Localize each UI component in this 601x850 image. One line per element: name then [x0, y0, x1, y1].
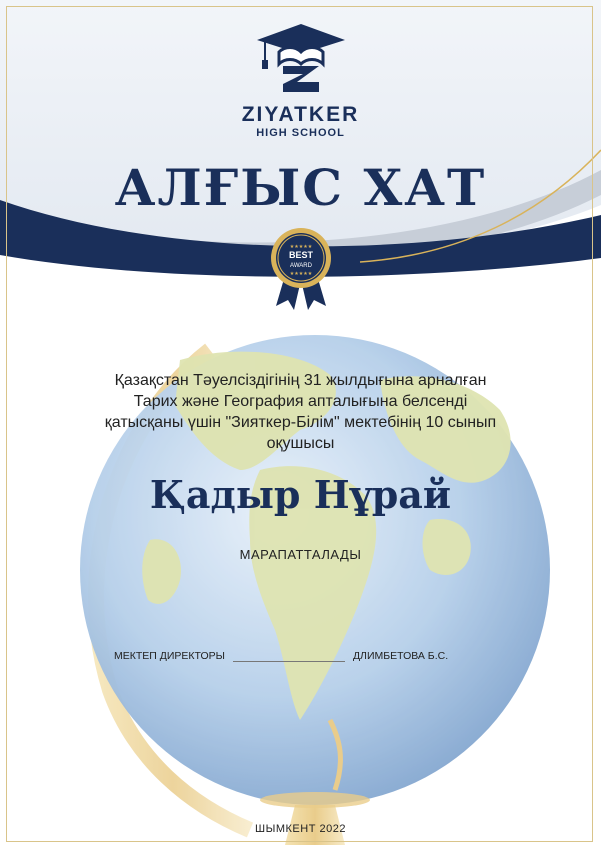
- recipient-name: Қадыр Нұрай: [149, 472, 452, 517]
- signature-name: ДЛИМБЕТОВА Б.С.: [352, 650, 449, 662]
- school-logo: [0, 22, 601, 140]
- certificate-title: АЛҒЫС ХАТ: [114, 158, 487, 217]
- citation-line: қатысқаны үшін "Зияткер-Білім" мектебінің 10 сынып: [104, 414, 497, 431]
- award-medal-icon: [268, 228, 334, 310]
- citation-text: [60, 370, 541, 454]
- brand-name: ZIYATKER: [241, 103, 360, 126]
- citation-line: Тарих және География апталығына белсенді: [133, 393, 468, 410]
- best-award-badge: [268, 228, 334, 315]
- signature-line: [233, 651, 345, 662]
- svg-text:★★★★★: ★★★★★: [289, 271, 313, 277]
- graduation-cap-icon: [253, 22, 349, 100]
- brand-subtitle: HIGH SCHOOL: [256, 127, 345, 139]
- svg-text:★★★★★: ★★★★★: [289, 244, 313, 250]
- citation-line: оқушысы: [266, 435, 335, 452]
- badge-line2: AWARD: [290, 263, 312, 269]
- city-year: ШЫМКЕНТ 2022: [255, 823, 346, 835]
- badge-line1: BEST: [288, 250, 314, 260]
- signature-block: [114, 650, 448, 662]
- awarded-label: МАРАПАТТАЛАДЫ: [239, 547, 362, 562]
- signature-role: МЕКТЕП ДИРЕКТОРЫ: [114, 650, 225, 662]
- citation-line: Қазақстан Тәуелсіздігінің 31 жылдығына арналған: [114, 372, 487, 389]
